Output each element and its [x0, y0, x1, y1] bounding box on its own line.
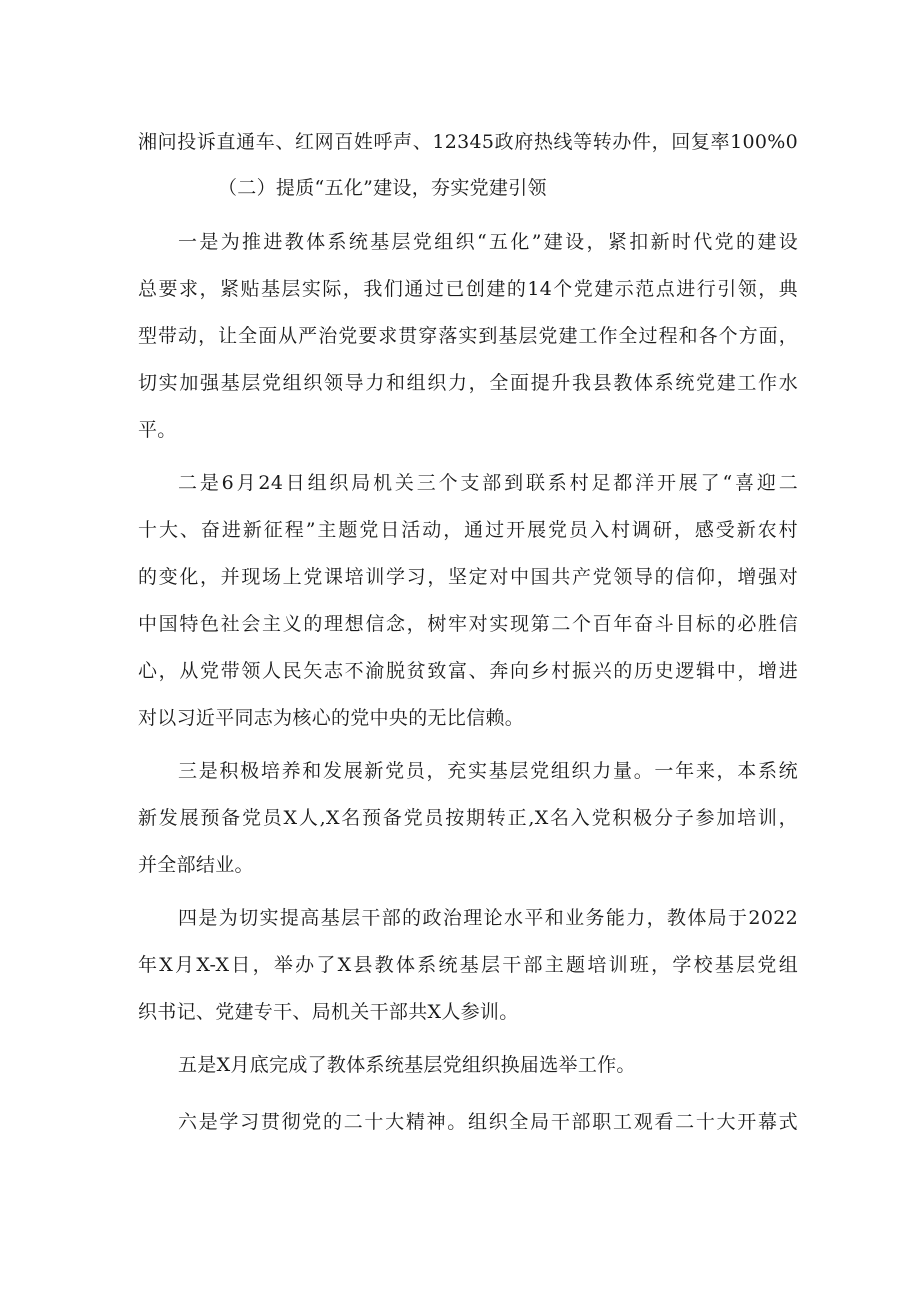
paragraph-3-line-0: 三是积极培养和发展新党员，充实基层党组织力量。一年来，本系统 [178, 760, 798, 782]
section-heading-2: （二）提质“五化”建设，夯实党建引领 [218, 177, 547, 199]
paragraph-6-line-0: 六是学习贯彻党的二十大精神。组织全局干部职工观看二十大开幕式 [178, 1111, 798, 1133]
paragraph-4-line-2: 织书记、党建专干、局机关干部共X人参训。 [138, 1001, 519, 1023]
paragraph-1-line-0: 一是为推进教体系统基层党组织“五化”建设，紧扣新时代党的建设 [178, 231, 798, 253]
paragraph-2-line-3: 中国特色社会主义的理想信念，树牢对实现第二个百年奋斗目标的必胜信 [138, 613, 798, 635]
paragraph-5-line-0: 五是X月底完成了教体系统基层党组织换届选举工作。 [178, 1054, 636, 1076]
paragraph-2-line-2: 的变化，并现场上党课培训学习，坚定对中国共产党领导的信仰，增强对 [138, 566, 798, 588]
paragraph-2-line-5: 对以习近平同志为核心的党中央的无比信赖。 [138, 707, 525, 729]
paragraph-0-line-0: 湘问投诉直通车、红网百姓呼声、12345政府热线等转办件，回复率100%0 [138, 131, 798, 153]
paragraph-1-line-4: 平。 [138, 419, 177, 441]
paragraph-2-line-4: 心，从党带领人民矢志不渝脱贫致富、奔向乡村振兴的历史逻辑中，增进 [138, 660, 798, 682]
paragraph-1-line-1: 总要求，紧贴基层实际，我们通过已创建的14个党建示范点进行引领，典 [138, 278, 798, 300]
paragraph-1-line-2: 型带动，让全面从严治党要求贯穿落实到基层党建工作全过程和各个方面， [138, 325, 798, 347]
paragraph-3-line-1: 新发展预备党员X人,X名预备党员按期转正,X名入党积极分子参加培训， [138, 807, 798, 829]
paragraph-1-line-3: 切实加强基层党组织领导力和组织力，全面提升我县教体系统党建工作水 [138, 372, 798, 394]
paragraph-4-line-0: 四是为切实提高基层干部的政治理论水平和业务能力，教体局于2022 [178, 907, 798, 929]
paragraph-2-line-1: 十大、奋进新征程”主题党日活动，通过开展党员入村调研，感受新农村 [138, 519, 798, 541]
paragraph-4-line-1: 年X月X-X日，举办了X县教体系统基层干部主题培训班，学校基层党组 [138, 954, 798, 976]
paragraph-2-line-0: 二是6月24日组织局机关三个支部到联系村足都洋开展了“喜迎二 [178, 472, 798, 494]
paragraph-3-line-2: 并全部结业。 [138, 854, 254, 876]
